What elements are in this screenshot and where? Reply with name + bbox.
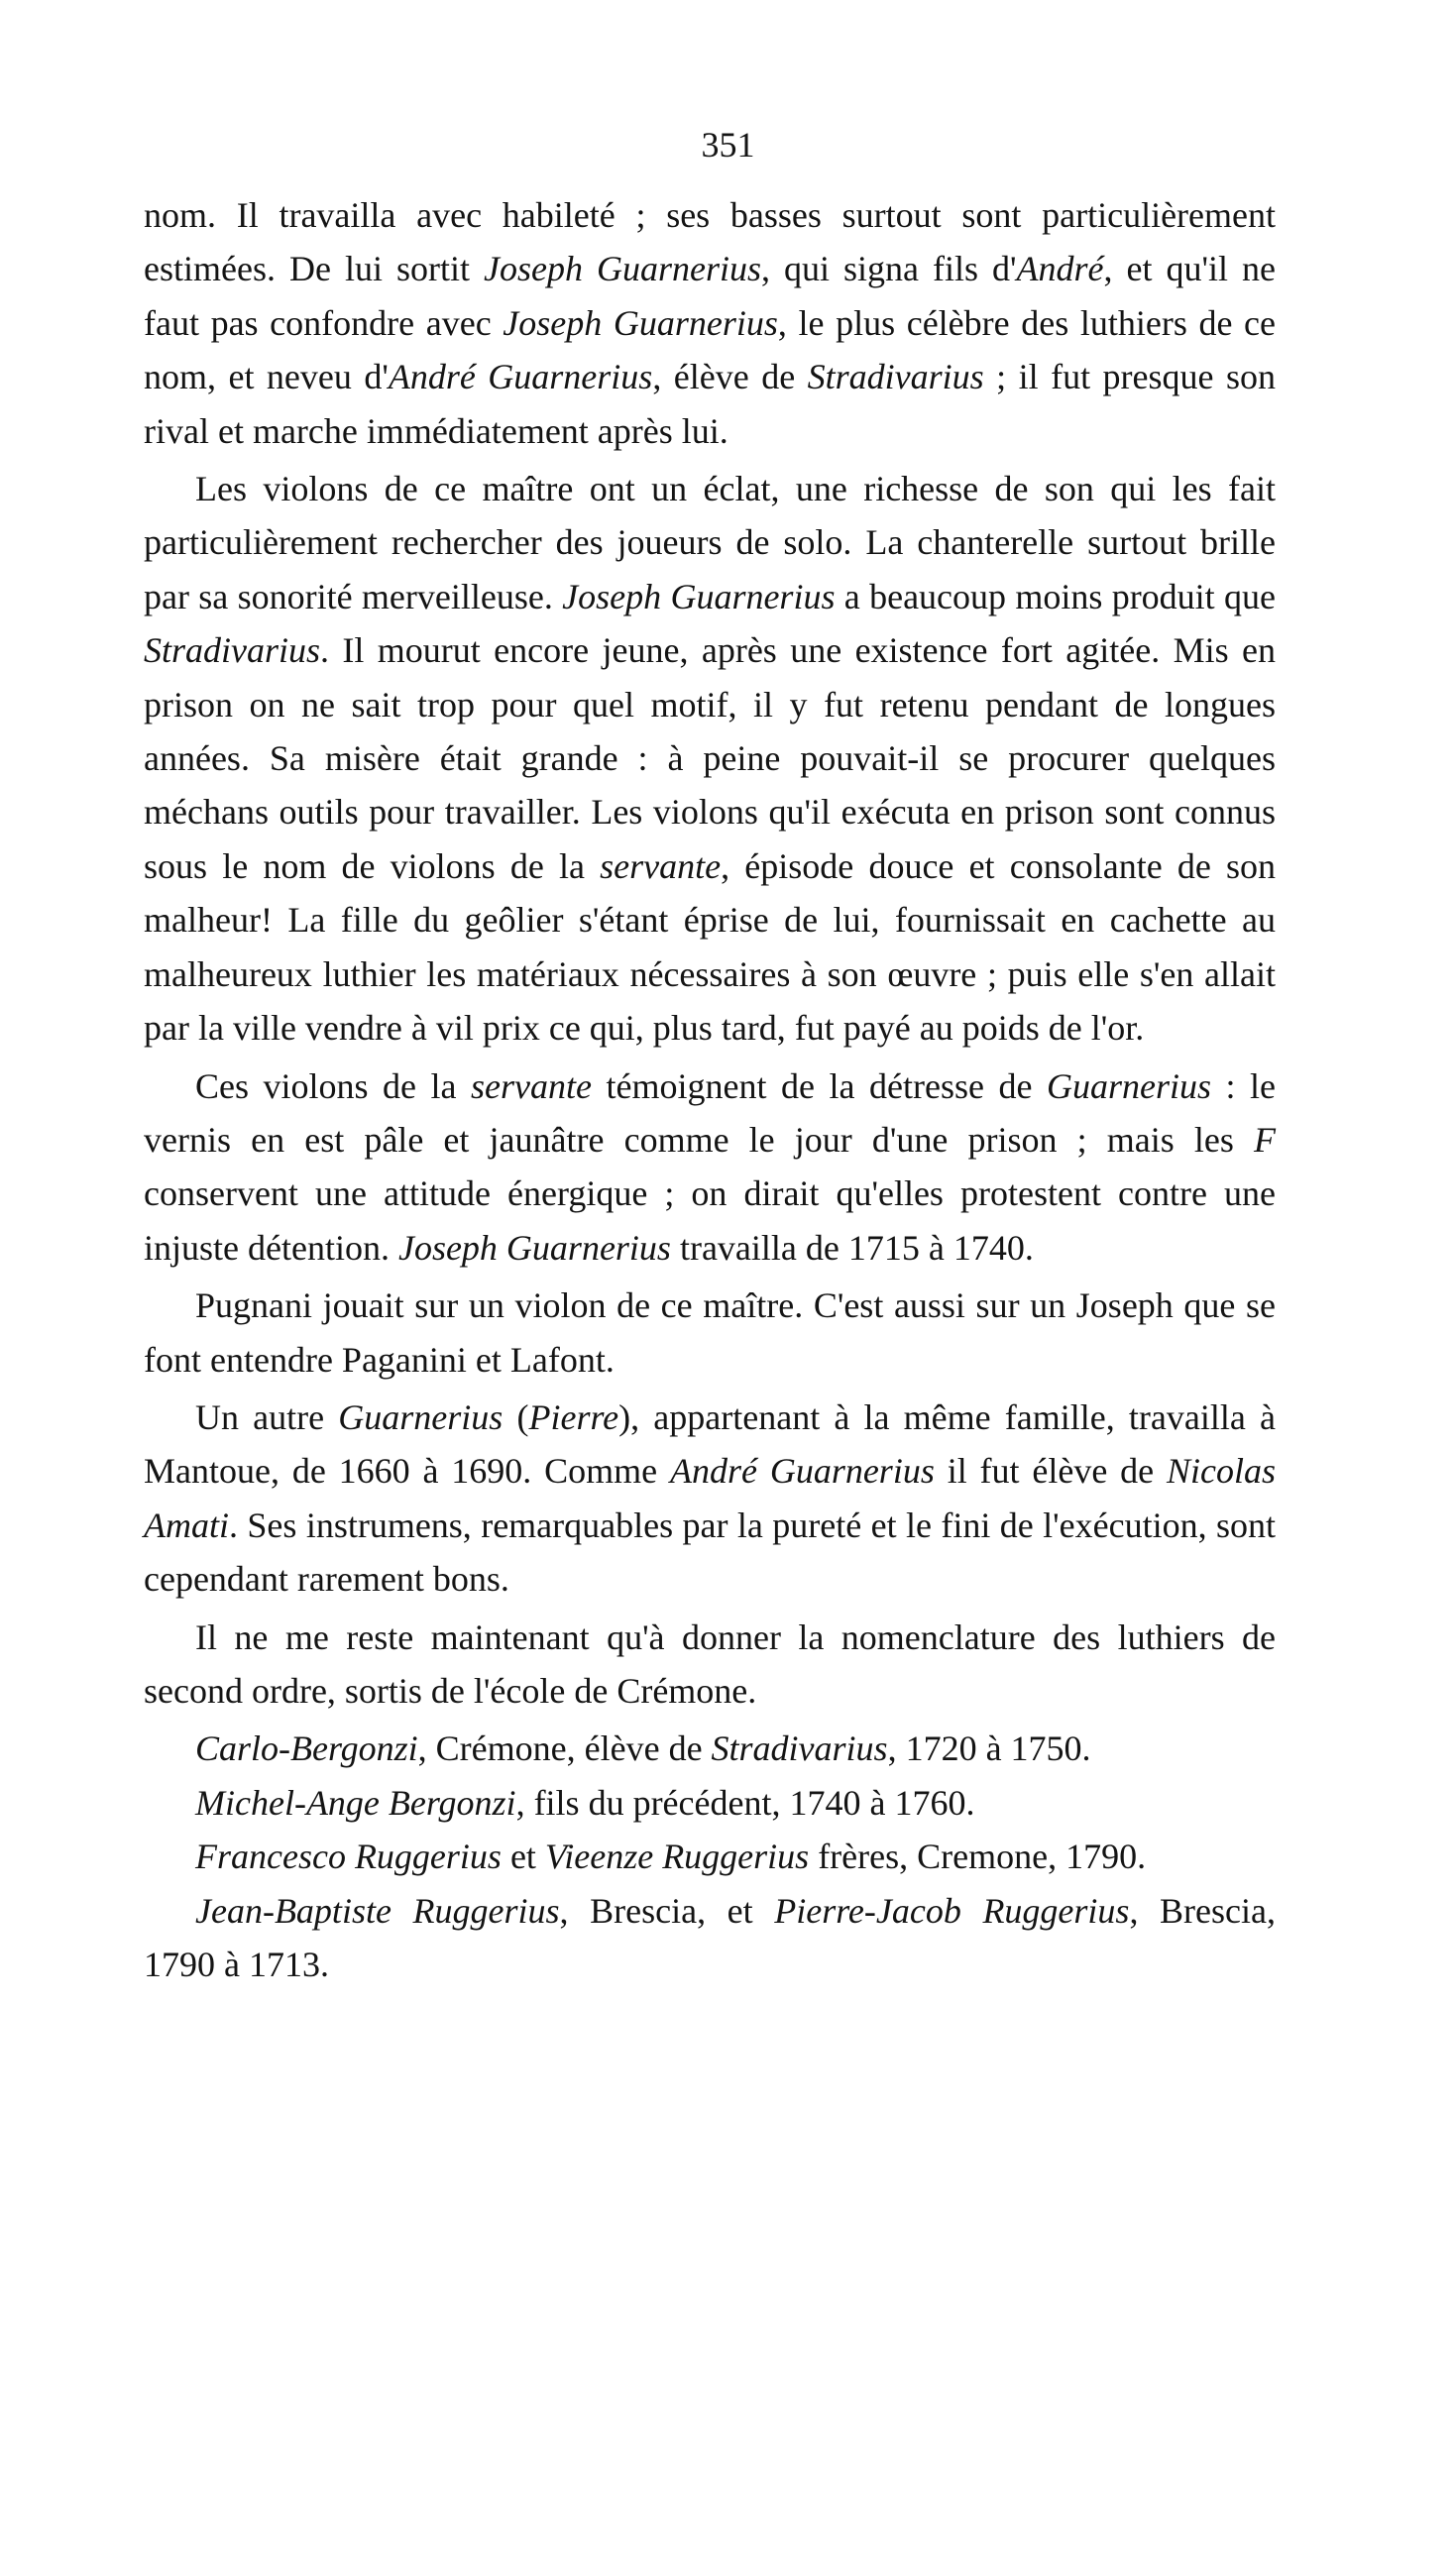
italic-text: Joseph Guarnerius xyxy=(562,576,836,616)
text-run: , fils du précédent, 1740 à 1760. xyxy=(515,1782,975,1823)
text-run: et xyxy=(501,1837,545,1877)
text-run: ; il fut presque son rival et marche immédiatement après lui. xyxy=(144,357,1276,451)
text-run: conservent une attitude énergique ; on dirait qu'elles protestent contre une injuste détention. xyxy=(144,1173,1276,1268)
text-run: . Il mourut encore jeune, après une existence fort agitée. Mis en prison on ne sait trop pour quel motif, il y fut retenu pendant de longues années. Sa misère était grande : à peine pouvait-il se procurer quelques méchans outils pour travailler. Les violons qu'il exécuta en prison sont connus sous le nom de violons de la xyxy=(144,630,1276,886)
paragraph xyxy=(144,1611,1276,1719)
paragraph xyxy=(144,1059,1276,1276)
italic-text: Stradivarius xyxy=(711,1728,888,1769)
italic-text: André Guarnerius xyxy=(670,1451,935,1492)
text-run: , le plus célèbre des luthiers de ce nom, et neveu d' xyxy=(144,302,1276,397)
text-run: , Crémone, élève de xyxy=(417,1728,712,1769)
text-run: ), appartenant à la même famille, travailla à Mantoue, de 1660 à 1690. Comme xyxy=(144,1396,1276,1492)
italic-text: F xyxy=(1254,1119,1276,1160)
luthier-entry xyxy=(144,1830,1276,1883)
text-run: . Ses instrumens, remarquables par la pureté et le fini de l'exécution, sont cependant rarement bons. xyxy=(144,1504,1276,1600)
italic-text: Joseph Guarnerius xyxy=(484,249,761,289)
italic-text: Joseph Guarnerius xyxy=(503,302,778,343)
text-run: Un autre xyxy=(195,1396,339,1437)
italic-text: Pierre xyxy=(528,1396,619,1437)
italic-text: Nicolas Amati xyxy=(144,1451,1276,1545)
text-run: , Brescia, 1790 à 1713. xyxy=(144,1890,1276,1984)
italic-text: servante xyxy=(600,845,722,886)
text-run: , et qu'il ne faut pas confondre avec xyxy=(144,249,1276,343)
italic-text: Guarnerius xyxy=(338,1396,504,1437)
italic-text: André xyxy=(1016,249,1104,289)
text-run: , élève de xyxy=(652,357,808,397)
italic-text: Michel-Ange Bergonzi xyxy=(195,1782,516,1823)
italic-text: André Guarnerius xyxy=(388,357,653,397)
italic-text: Stradivarius xyxy=(807,357,984,397)
luthier-entry xyxy=(144,1884,1276,1992)
text-run: : le vernis en est pâle et jaunâtre comme le jour d'une prison ; mais les xyxy=(144,1065,1276,1160)
italic-text: servante xyxy=(471,1065,593,1106)
paragraph xyxy=(144,1391,1276,1607)
text-run: il fut élève de xyxy=(934,1451,1167,1492)
text-run: Pugnani jouait sur un violon de ce maître. C'est aussi sur un Joseph que se font entendre Paganini et Lafont. xyxy=(144,1285,1276,1380)
text-run: frères, Cremone, 1790. xyxy=(809,1837,1147,1877)
paragraph xyxy=(144,1279,1276,1387)
paragraph xyxy=(144,462,1276,1055)
text-run: témoignent de la détresse de xyxy=(592,1065,1047,1106)
italic-text: Carlo-Bergonzi xyxy=(195,1728,418,1769)
text-run: a beaucoup moins produit que xyxy=(835,576,1276,616)
italic-text: Jean-Baptiste Ruggerius xyxy=(195,1890,560,1931)
text-run: travailla de 1715 à 1740. xyxy=(670,1227,1034,1268)
body-text xyxy=(144,188,1276,1991)
text-run: , Brescia, et xyxy=(559,1890,775,1931)
luthier-entry xyxy=(144,1722,1276,1775)
italic-text: Francesco Ruggerius xyxy=(195,1837,502,1877)
text-run: , épisode douce et consolante de son malheur! La fille du geôlier s'étant éprise de lui, fournissait en cachette au malheureux luthier les matériaux nécessaires à son œuvre ; puis elle s'en allait par la ville vendre à vil prix ce qui, plus tard, fut payé au poids de l'or. xyxy=(144,845,1276,1049)
luthier-entry xyxy=(144,1776,1276,1830)
paragraph xyxy=(144,188,1276,458)
text-run: Ces violons de la xyxy=(195,1065,472,1106)
text-run: nom. Il travailla avec habileté ; ses basses surtout sont particulièrement estimées. De lui sortit xyxy=(144,195,1276,289)
italic-text: Guarnerius xyxy=(1046,1065,1211,1106)
italic-text: Joseph Guarnerius xyxy=(397,1227,671,1268)
text-run: , 1720 à 1750. xyxy=(887,1728,1091,1769)
text-run: Les violons de ce maître ont un éclat, une richesse de son qui les fait particulièrement rechercher des joueurs de solo. La chanterelle surtout brille par sa sonorité merveilleuse. xyxy=(144,469,1276,616)
text-run: Il ne me reste maintenant qu'à donner la nomenclature des luthiers de second ordre, sortis de l'école de Crémone. xyxy=(144,1616,1276,1711)
luthier-list xyxy=(144,1722,1276,1991)
text-run: , qui signa fils d' xyxy=(761,249,1017,289)
italic-text: Stradivarius xyxy=(144,630,321,671)
italic-text: Pierre-Jacob Ruggerius xyxy=(774,1890,1130,1931)
italic-text: Vieenze Ruggerius xyxy=(544,1837,810,1877)
text-run: ( xyxy=(503,1396,529,1437)
page-number: 351 xyxy=(701,125,755,165)
